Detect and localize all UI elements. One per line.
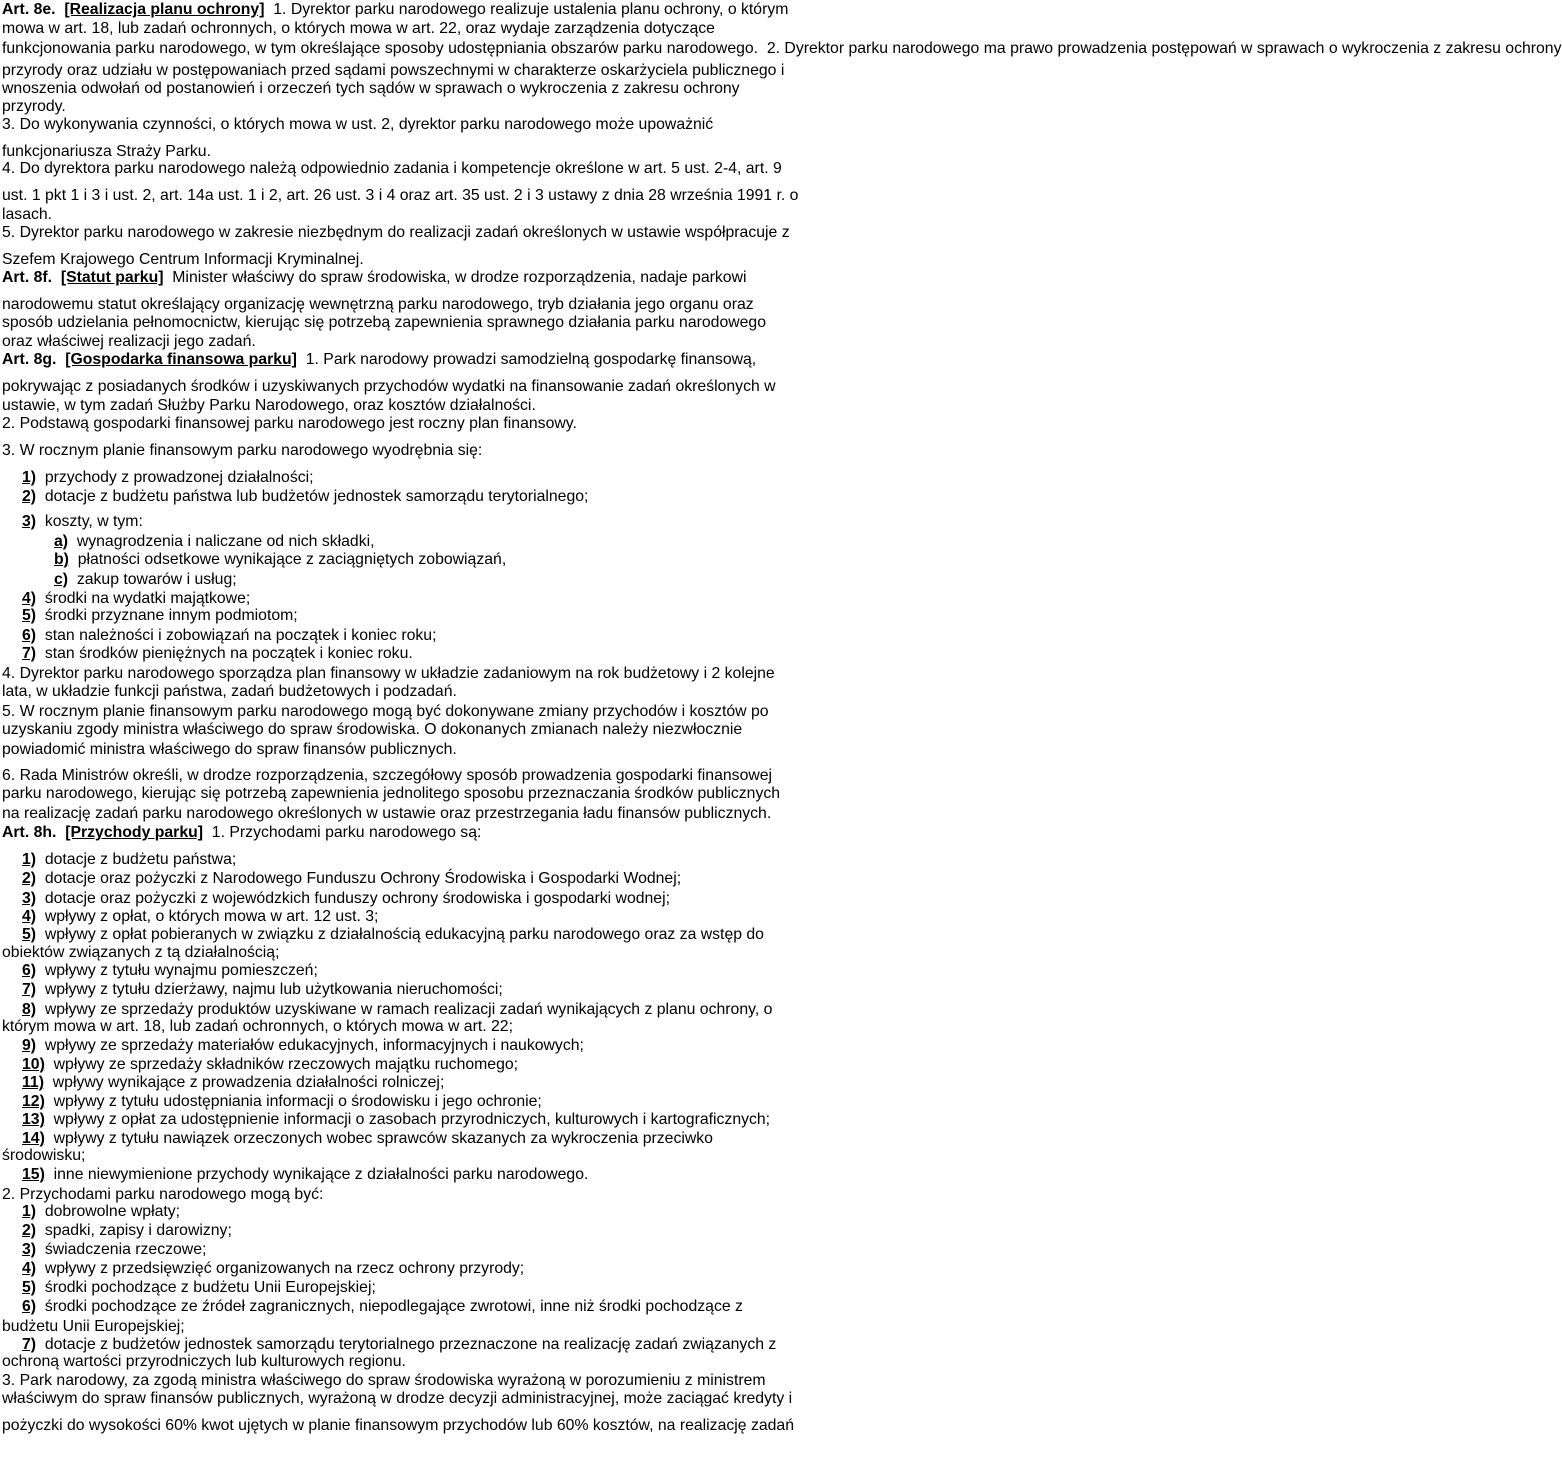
list-item-number: b) (54, 551, 69, 568)
text-segment: płatności odsetkowe wynikające z zaciągniętych zobowiązań, (68, 551, 507, 568)
text-segment: stan należności i zobowiązań na początek i koniec roku; (36, 627, 437, 644)
text-line (54, 533, 375, 551)
text-line (2, 333, 256, 351)
text-line (22, 962, 318, 980)
text-segment: dotacje z budżetu państwa lub budżetów jednostek samorządu terytorialnego; (36, 488, 589, 505)
text-line (2, 224, 790, 242)
text-line (22, 870, 681, 888)
text-segment: dotacje z budżetów jednostek samorządu terytorialnego przeznaczone na realizację zadań związanych z (36, 1336, 777, 1353)
text-line (22, 890, 670, 908)
text-line (22, 1241, 206, 1259)
list-item-number: 6) (22, 962, 37, 979)
text-segment: funkcjonowania parku narodowego, w tym określające sposoby udostępniania obszarów parku narodowego. 2. Dyrektor parku narodowego ma prawo prowadzenia postępowań w sprawach o wykroczenia z zakresu ochrony (2, 40, 1562, 57)
text-segment: oraz właściwej realizacji jego zadań. (2, 333, 256, 350)
list-item-number: 15) (22, 1166, 45, 1183)
text-line (2, 1, 788, 19)
list-item-number: 1) (22, 1203, 37, 1220)
list-item-number: 13) (22, 1111, 45, 1128)
text-segment: obiektów związanych z tą działalnością; (2, 944, 280, 961)
list-item-number: 5) (22, 607, 37, 624)
text-segment: 3. W rocznym planie finansowym parku narodowego wyodrębnia się: (2, 442, 483, 459)
text-line (22, 1001, 772, 1019)
text-line (22, 627, 436, 645)
text-line (2, 1390, 792, 1408)
text-segment: 4. Do dyrektora parku narodowego należą odpowiednio zadania i kompetencje określone w art. 5 ust. 2-4, art. 9 (2, 160, 782, 177)
article-number: Art. 8h. (2, 824, 57, 841)
text-line (2, 80, 740, 98)
text-segment: 1. Dyrektor parku narodowego realizuje ustalenia planu ochrony, o którym (264, 1, 789, 18)
list-item-number: 7) (22, 645, 37, 662)
text-segment: wpływy wynikające z prowadzenia działalności rolniczej; (43, 1074, 445, 1091)
text-line (22, 1203, 180, 1221)
text-line (2, 160, 782, 178)
text-line (2, 1417, 794, 1435)
text-segment: 1. Przychodami parku narodowego są: (203, 824, 482, 841)
text-segment (52, 269, 61, 286)
text-line (2, 683, 457, 701)
text-line (2, 143, 211, 161)
text-line (2, 665, 775, 683)
text-segment: mowa w art. 18, lub zadań ochronnych, o których mowa w art. 22, oraz wydaje zarządzenia dotyczące (2, 20, 715, 37)
text-segment: 5. Dyrektor parku narodowego w zakresie niezbędnym do realizacji zadań określonych w ustawie współpracuje z (2, 224, 790, 241)
list-item-number: 6) (22, 627, 37, 644)
article-number: Art. 8g. (2, 351, 57, 368)
text-segment: funkcjonariusza Straży Parku. (2, 143, 211, 160)
text-segment: wpływy z opłat pobieranych w związku z działalnością edukacyjną parku narodowego oraz za wstęp do (36, 926, 764, 943)
article-number: Art. 8f. (2, 269, 53, 286)
list-item-number: 14) (22, 1130, 45, 1147)
text-line (2, 378, 776, 396)
text-line (22, 1037, 584, 1055)
text-segment: 5. W rocznym planie finansowym parku narodowego mogą być dokonywane zmiany przychodów i kosztów po (2, 703, 769, 720)
text-segment: zakup towarów i usług; (68, 571, 237, 588)
list-item-number: 9) (22, 1037, 37, 1054)
list-item-number: 1) (22, 851, 37, 868)
article-heading: [Statut parku] (60, 269, 164, 286)
text-line (22, 590, 250, 608)
text-line (22, 1279, 376, 1297)
text-segment: Minister właściwy do spraw środowiska, w drodze rozporządzenia, nadaje parkowi (163, 269, 747, 286)
article-heading: [Gospodarka finansowa parku] (65, 351, 297, 368)
list-item-number: 6) (22, 1298, 37, 1315)
text-line (22, 1222, 232, 1240)
text-line (2, 1186, 323, 1204)
text-line (2, 1353, 406, 1371)
text-segment: wpływy z tytułu nawiązek orzeczonych wobec sprawców skazanych za wykroczenia przeciwko (44, 1130, 713, 1147)
text-line (2, 1318, 185, 1336)
text-segment: pożyczki do wysokości 60% kwot ujętych w planie finansowym przychodów lub 60% kosztów, na realizację zadań (2, 1417, 794, 1434)
text-line (22, 926, 764, 944)
text-segment: środowisku; (2, 1147, 86, 1164)
text-segment: środki na wydatki majątkowe; (36, 590, 251, 607)
text-segment: dotacje oraz pożyczki z Narodowego Funduszu Ochrony Środowiska i Gospodarki Wodnej; (36, 870, 682, 887)
text-segment: parku narodowego, kierując się potrzebą zapewnienia jednolitego sposobu przeznaczania środków publicznych (2, 785, 781, 802)
list-item-number: 7) (22, 1336, 37, 1353)
list-item-number: 5) (22, 1279, 37, 1296)
text-segment: którym mowa w art. 18, lub zadań ochronnych, o których mowa w art. 22; (2, 1018, 513, 1035)
text-segment (56, 824, 65, 841)
text-line (22, 607, 298, 625)
text-segment: środki przyznane innym podmiotom; (36, 607, 298, 624)
list-item-number: 3) (22, 890, 37, 907)
text-segment: wnoszenia odwołań od postanowień i orzeczeń tych sądów w sprawach o wykroczenia z zakresu ochrony (2, 80, 740, 97)
text-segment: ust. 1 pkt 1 i 3 i ust. 2, art. 14a ust. 1 i 2, art. 26 ust. 3 i 4 oraz art. 35 ust. 2 i 3 ustawy z dnia 28 września 1991 r. o (2, 187, 799, 204)
list-item-number: 2) (22, 488, 37, 505)
text-line (2, 415, 577, 433)
text-segment: dobrowolne wpłaty; (36, 1203, 181, 1220)
text-line (22, 1166, 588, 1184)
text-line (2, 721, 742, 739)
text-line (2, 20, 715, 38)
text-segment: spadki, zapisy i darowizny; (36, 1222, 232, 1239)
list-item-number: 2) (22, 870, 37, 887)
text-line (2, 40, 1562, 58)
text-segment: sposób udzielania pełnomocnictw, kierując się potrzebą zapewnienia sprawnego działania parku narodowego (2, 314, 766, 331)
text-line (22, 1056, 518, 1074)
text-line (22, 981, 503, 999)
article-heading: [Realizacja planu ochrony] (64, 1, 265, 18)
text-line (2, 785, 780, 803)
text-segment: 4. Dyrektor parku narodowego sporządza plan finansowy w układzie zadaniowym na rok budżetowy i 2 kolejne (2, 665, 775, 682)
text-segment: środki pochodzące ze źródeł zagranicznych, niepodlegające zwrotowi, inne niż środki pochodzące z (36, 1298, 743, 1315)
text-segment (56, 351, 65, 368)
list-item-number: 8) (22, 1001, 37, 1018)
text-line (22, 645, 413, 663)
text-line (2, 397, 536, 415)
text-line (2, 805, 771, 823)
text-segment: ochroną wartości przyrodniczych lub kulturowych regionu. (2, 1353, 406, 1370)
text-segment: wpływy ze sprzedaży materiałów edukacyjnych, informacyjnych i naukowych; (36, 1037, 584, 1054)
text-line (54, 571, 237, 589)
list-item-number: 3) (22, 513, 37, 530)
text-segment: wpływy ze sprzedaży składników rzeczowych majątku ruchomego; (44, 1056, 519, 1073)
text-segment: Szefem Krajowego Centrum Informacji Kryminalnej. (2, 251, 364, 268)
text-segment: narodowemu statut określający organizację wewnętrzną parku narodowego, tryb działania jego organu oraz (2, 296, 754, 313)
text-line (22, 1130, 713, 1148)
text-line (2, 351, 756, 369)
text-segment: 1. Park narodowy prowadzi samodzielną gospodarkę finansową, (296, 351, 757, 368)
list-item-number: 4) (22, 590, 37, 607)
text-line (2, 741, 457, 759)
text-segment: przyrody oraz udziału w postępowaniach przed sądami powszechnymi w charakterze oskarżyciela publicznego i (2, 62, 785, 79)
text-segment: przychody z prowadzonej działalności; (36, 469, 314, 486)
list-item-number: 2) (22, 1222, 37, 1239)
text-line (2, 314, 766, 332)
text-segment: koszty, w tym: (36, 513, 143, 530)
list-item-number: c) (54, 571, 69, 588)
text-segment: wpływy z przedsięwzięć organizowanych na rzecz ochrony przyrody; (36, 1260, 525, 1277)
list-item-number: 7) (22, 981, 37, 998)
text-segment: wpływy ze sprzedaży produktów uzyskiwane w ramach realizacji zadań wynikających z planu ochrony, o (36, 1001, 773, 1018)
list-item-number: 10) (22, 1056, 45, 1073)
text-segment: wpływy z opłat, o których mowa w art. 12 ust. 3; (36, 908, 379, 925)
text-line (2, 116, 713, 134)
text-line (22, 488, 588, 506)
text-line (2, 1372, 766, 1390)
text-segment: dotacje z budżetu państwa; (36, 851, 237, 868)
list-item-number: a) (54, 533, 69, 550)
list-item-number: 3) (22, 1241, 37, 1258)
text-segment: 6. Rada Ministrów określi, w drodze rozporządzenia, szczegółowy sposób prowadzenia gospodarki finansowej (2, 767, 773, 784)
text-segment: dotacje oraz pożyczki z wojewódzkich funduszy ochrony środowiska i gospodarki wodnej; (36, 890, 670, 907)
text-segment: powiadomić ministra właściwego do spraw finansów publicznych. (2, 741, 457, 758)
text-line (2, 1018, 513, 1036)
text-line (2, 824, 481, 842)
article-heading: [Przychody parku] (65, 824, 204, 841)
text-line (22, 1298, 743, 1316)
text-line (2, 442, 482, 460)
text-line (2, 767, 772, 785)
list-item-number: 5) (22, 926, 37, 943)
text-line (2, 296, 754, 314)
list-item-number: 11) (22, 1074, 44, 1091)
text-segment: przyrody. (2, 98, 66, 115)
text-line (22, 908, 378, 926)
text-segment: 2. Przychodami parku narodowego mogą być: (2, 1186, 324, 1203)
text-segment: pokrywając z posiadanych środków i uzyskiwanych przychodów wydatki na finansowanie zadań określonych w (2, 378, 776, 395)
text-segment: ustawie, w tym zadań Służby Parku Narodowego, oraz kosztów działalności. (2, 397, 536, 414)
text-segment: wpływy z tytułu udostępniania informacji o środowisku i jego ochronie; (44, 1093, 542, 1110)
text-line (2, 251, 364, 269)
text-line (22, 469, 314, 487)
article-number: Art. 8e. (2, 1, 56, 18)
list-item-number: 12) (22, 1093, 45, 1110)
text-line (22, 1111, 770, 1129)
text-segment: 3. Do wykonywania czynności, o których mowa w ust. 2, dyrektor parku narodowego może upoważnić (2, 116, 714, 133)
text-segment: wpływy z opłat za udostępnienie informacji o zasobach przyrodniczych, kulturowych i kartograficznych; (44, 1111, 771, 1128)
text-segment: uzyskaniu zgody ministra właściwego do spraw środowiska. O dokonanych zmianach należy niezwłocznie (2, 721, 743, 738)
text-line (2, 269, 746, 287)
text-segment: stan środków pieniężnych na początek i koniec roku. (36, 645, 413, 662)
text-line (22, 1260, 524, 1278)
text-line (2, 1147, 85, 1165)
list-item-number: 1) (22, 469, 37, 486)
text-segment: 2. Podstawą gospodarki finansowej parku narodowego jest roczny plan finansowy. (2, 415, 577, 432)
text-segment: lata, w układzie funkcji państwa, zadań budżetowych i podzadań. (2, 683, 457, 700)
text-line (2, 944, 279, 962)
text-segment: inne niewymienione przychody wynikające z działalności parku narodowego. (44, 1166, 589, 1183)
list-item-number: 4) (22, 1260, 37, 1277)
text-line (22, 513, 143, 531)
text-segment: wynagrodzenia i naliczane od nich składki, (68, 533, 375, 550)
text-segment: właściwym do spraw finansów publicznych, wyrażoną w drodze decyzji administracyjnej, może zaciągać kredyty i (2, 1390, 793, 1407)
text-line (2, 703, 769, 721)
text-line (22, 1074, 444, 1092)
text-segment: środki pochodzące z budżetu Unii Europejskiej; (36, 1279, 376, 1296)
text-segment: wpływy z tytułu dzierżawy, najmu lub użytkowania nieruchomości; (36, 981, 503, 998)
text-line (2, 187, 798, 205)
text-line (2, 206, 52, 224)
text-segment: budżetu Unii Europejskiej; (2, 1318, 185, 1335)
text-line (2, 98, 66, 116)
text-segment: lasach. (2, 206, 53, 223)
text-segment: 3. Park narodowy, za zgodą ministra właściwego do spraw środowiska wyrażoną w porozumieniu z ministrem (2, 1372, 766, 1389)
text-line (2, 62, 784, 80)
text-line (22, 1093, 542, 1111)
text-line (22, 851, 236, 869)
text-segment: na realizację zadań parku narodowego określonych w ustawie oraz przestrzegania ładu finansów publicznych. (2, 805, 772, 822)
list-item-number: 4) (22, 908, 37, 925)
text-line (22, 1336, 776, 1354)
text-line (54, 551, 506, 569)
text-segment: wpływy z tytułu wynajmu pomieszczeń; (36, 962, 318, 979)
text-segment: świadczenia rzeczowe; (36, 1241, 207, 1258)
